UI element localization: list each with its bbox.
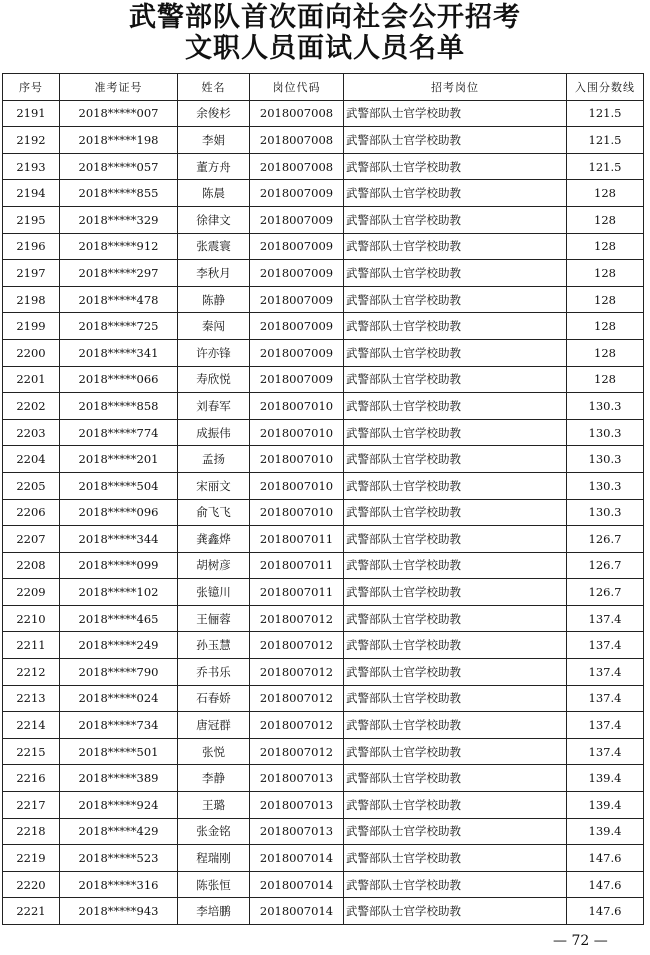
- cell-post-code: 2018007008: [250, 153, 344, 180]
- cell-name: 李静: [178, 765, 250, 792]
- cell-post: 武警部队士官学校助教: [344, 685, 567, 712]
- cell-post: 武警部队士官学校助教: [344, 738, 567, 765]
- cell-post: 武警部队士官学校助教: [344, 366, 567, 393]
- table-row: [3, 313, 644, 340]
- table-row: [3, 100, 644, 127]
- cell-name: 董方舟: [178, 153, 250, 180]
- table-row: [3, 206, 644, 233]
- cell-cutoff-score: 137.4: [567, 659, 644, 686]
- cell-cutoff-score: 130.3: [567, 472, 644, 499]
- cell-cutoff-score: 139.4: [567, 792, 644, 819]
- cell-post-code: 2018007013: [250, 765, 344, 792]
- cell-serial: 2210: [3, 605, 60, 632]
- table-row: [3, 526, 644, 553]
- cell-cutoff-score: 128: [567, 286, 644, 313]
- cell-post-code: 2018007013: [250, 818, 344, 845]
- cell-name: 李娟: [178, 127, 250, 154]
- header-post: 招考岗位: [344, 74, 567, 101]
- cell-post: 武警部队士官学校助教: [344, 499, 567, 526]
- cell-ticket-number: 2018*****943: [60, 898, 178, 925]
- cell-serial: 2199: [3, 313, 60, 340]
- cell-name: 胡树彦: [178, 552, 250, 579]
- cell-serial: 2203: [3, 419, 60, 446]
- cell-cutoff-score: 147.6: [567, 845, 644, 872]
- cell-cutoff-score: 147.6: [567, 871, 644, 898]
- cell-ticket-number: 2018*****198: [60, 127, 178, 154]
- cell-post: 武警部队士官学校助教: [344, 206, 567, 233]
- cell-ticket-number: 2018*****389: [60, 765, 178, 792]
- header-cutoff-score: 入围分数线: [567, 74, 644, 101]
- cell-name: 孟扬: [178, 446, 250, 473]
- cell-post: 武警部队士官学校助教: [344, 127, 567, 154]
- cell-post: 武警部队士官学校助教: [344, 712, 567, 739]
- cell-ticket-number: 2018*****096: [60, 499, 178, 526]
- cell-cutoff-score: 128: [567, 233, 644, 260]
- cell-post-code: 2018007009: [250, 339, 344, 366]
- table-header-row: [3, 74, 644, 101]
- cell-cutoff-score: 137.4: [567, 712, 644, 739]
- cell-ticket-number: 2018*****297: [60, 260, 178, 287]
- cell-post: 武警部队士官学校助教: [344, 552, 567, 579]
- cell-name: 程瑞刚: [178, 845, 250, 872]
- cell-post: 武警部队士官学校助教: [344, 233, 567, 260]
- cell-cutoff-score: 121.5: [567, 100, 644, 127]
- cell-post: 武警部队士官学校助教: [344, 579, 567, 606]
- cell-ticket-number: 2018*****344: [60, 526, 178, 553]
- cell-post: 武警部队士官学校助教: [344, 180, 567, 207]
- cell-post-code: 2018007009: [250, 233, 344, 260]
- header-post-code: 岗位代码: [250, 74, 344, 101]
- cell-post-code: 2018007010: [250, 393, 344, 420]
- cell-post-code: 2018007014: [250, 898, 344, 925]
- cell-serial: 2202: [3, 393, 60, 420]
- cell-serial: 2195: [3, 206, 60, 233]
- table-row: [3, 499, 644, 526]
- page-number: — 72 —: [553, 933, 608, 949]
- cell-name: 俞飞飞: [178, 499, 250, 526]
- cell-serial: 2201: [3, 366, 60, 393]
- cell-ticket-number: 2018*****316: [60, 871, 178, 898]
- cell-ticket-number: 2018*****734: [60, 712, 178, 739]
- cell-cutoff-score: 128: [567, 206, 644, 233]
- cell-ticket-number: 2018*****057: [60, 153, 178, 180]
- cell-post-code: 2018007014: [250, 845, 344, 872]
- table-row: [3, 552, 644, 579]
- table-row: [3, 472, 644, 499]
- cell-post: 武警部队士官学校助教: [344, 446, 567, 473]
- table-row: [3, 871, 644, 898]
- cell-name: 成振伟: [178, 419, 250, 446]
- cell-name: 李秋月: [178, 260, 250, 287]
- cell-serial: 2207: [3, 526, 60, 553]
- cell-post-code: 2018007008: [250, 127, 344, 154]
- cell-name: 唐冠群: [178, 712, 250, 739]
- cell-post: 武警部队士官学校助教: [344, 286, 567, 313]
- cell-ticket-number: 2018*****858: [60, 393, 178, 420]
- cell-name: 秦闯: [178, 313, 250, 340]
- cell-cutoff-score: 147.6: [567, 898, 644, 925]
- cell-post-code: 2018007009: [250, 260, 344, 287]
- cell-name: 石春娇: [178, 685, 250, 712]
- cell-post-code: 2018007011: [250, 552, 344, 579]
- cell-serial: 2205: [3, 472, 60, 499]
- table-row: [3, 339, 644, 366]
- table-row: [3, 818, 644, 845]
- cell-serial: 2218: [3, 818, 60, 845]
- cell-post-code: 2018007014: [250, 871, 344, 898]
- cell-serial: 2214: [3, 712, 60, 739]
- cell-post: 武警部队士官学校助教: [344, 313, 567, 340]
- cell-ticket-number: 2018*****924: [60, 792, 178, 819]
- cell-post-code: 2018007009: [250, 286, 344, 313]
- header-ticket-number: 准考证号: [60, 74, 178, 101]
- cell-serial: 2194: [3, 180, 60, 207]
- cell-cutoff-score: 130.3: [567, 499, 644, 526]
- cell-name: 张震寰: [178, 233, 250, 260]
- cell-ticket-number: 2018*****249: [60, 632, 178, 659]
- table-row: [3, 659, 644, 686]
- cell-post: 武警部队士官学校助教: [344, 659, 567, 686]
- table-row: [3, 898, 644, 925]
- interview-list-table: [2, 73, 644, 925]
- cell-serial: 2221: [3, 898, 60, 925]
- cell-ticket-number: 2018*****329: [60, 206, 178, 233]
- cell-post-code: 2018007012: [250, 605, 344, 632]
- cell-ticket-number: 2018*****523: [60, 845, 178, 872]
- cell-serial: 2211: [3, 632, 60, 659]
- cell-serial: 2191: [3, 100, 60, 127]
- table-row: [3, 685, 644, 712]
- table-row: [3, 446, 644, 473]
- cell-name: 余俊杉: [178, 100, 250, 127]
- cell-serial: 2196: [3, 233, 60, 260]
- cell-cutoff-score: 126.7: [567, 526, 644, 553]
- cell-ticket-number: 2018*****007: [60, 100, 178, 127]
- cell-cutoff-score: 128: [567, 180, 644, 207]
- table-row: [3, 792, 644, 819]
- cell-name: 刘春军: [178, 393, 250, 420]
- cell-post: 武警部队士官学校助教: [344, 339, 567, 366]
- table-row: [3, 286, 644, 313]
- table-row: [3, 712, 644, 739]
- cell-serial: 2200: [3, 339, 60, 366]
- header-name: 姓名: [178, 74, 250, 101]
- cell-serial: 2216: [3, 765, 60, 792]
- cell-post: 武警部队士官学校助教: [344, 818, 567, 845]
- cell-post-code: 2018007009: [250, 366, 344, 393]
- cell-cutoff-score: 128: [567, 339, 644, 366]
- cell-ticket-number: 2018*****099: [60, 552, 178, 579]
- cell-post-code: 2018007010: [250, 419, 344, 446]
- cell-ticket-number: 2018*****429: [60, 818, 178, 845]
- cell-ticket-number: 2018*****912: [60, 233, 178, 260]
- cell-cutoff-score: 137.4: [567, 605, 644, 632]
- cell-post-code: 2018007012: [250, 685, 344, 712]
- cell-post-code: 2018007012: [250, 632, 344, 659]
- table-row: [3, 233, 644, 260]
- cell-ticket-number: 2018*****790: [60, 659, 178, 686]
- cell-post-code: 2018007012: [250, 659, 344, 686]
- cell-post-code: 2018007010: [250, 472, 344, 499]
- cell-ticket-number: 2018*****341: [60, 339, 178, 366]
- table-row: [3, 393, 644, 420]
- cell-name: 李培鹏: [178, 898, 250, 925]
- cell-serial: 2192: [3, 127, 60, 154]
- cell-name: 陈静: [178, 286, 250, 313]
- cell-post-code: 2018007008: [250, 100, 344, 127]
- cell-post: 武警部队士官学校助教: [344, 526, 567, 553]
- cell-cutoff-score: 121.5: [567, 153, 644, 180]
- cell-post: 武警部队士官学校助教: [344, 632, 567, 659]
- document-title-line-1: 武警部队首次面向社会公开招考: [129, 2, 521, 33]
- table-row: [3, 632, 644, 659]
- cell-name: 张镱川: [178, 579, 250, 606]
- cell-post-code: 2018007011: [250, 526, 344, 553]
- cell-ticket-number: 2018*****478: [60, 286, 178, 313]
- table-row: [3, 579, 644, 606]
- cell-post: 武警部队士官学校助教: [344, 100, 567, 127]
- cell-post: 武警部队士官学校助教: [344, 419, 567, 446]
- cell-post: 武警部队士官学校助教: [344, 792, 567, 819]
- document-title-line-2: 文职人员面试人员名单: [185, 33, 465, 64]
- cell-post: 武警部队士官学校助教: [344, 260, 567, 287]
- cell-serial: 2219: [3, 845, 60, 872]
- cell-name: 龚鑫烨: [178, 526, 250, 553]
- cell-name: 宋丽文: [178, 472, 250, 499]
- cell-serial: 2204: [3, 446, 60, 473]
- table-row: [3, 605, 644, 632]
- cell-ticket-number: 2018*****066: [60, 366, 178, 393]
- cell-serial: 2220: [3, 871, 60, 898]
- cell-cutoff-score: 128: [567, 366, 644, 393]
- cell-cutoff-score: 130.3: [567, 393, 644, 420]
- cell-cutoff-score: 128: [567, 260, 644, 287]
- cell-cutoff-score: 121.5: [567, 127, 644, 154]
- cell-post: 武警部队士官学校助教: [344, 153, 567, 180]
- cell-post: 武警部队士官学校助教: [344, 605, 567, 632]
- cell-cutoff-score: 137.4: [567, 632, 644, 659]
- table-row: [3, 765, 644, 792]
- table-row: [3, 419, 644, 446]
- cell-serial: 2193: [3, 153, 60, 180]
- cell-post: 武警部队士官学校助教: [344, 472, 567, 499]
- cell-serial: 2213: [3, 685, 60, 712]
- header-serial: 序号: [3, 74, 60, 101]
- cell-post-code: 2018007010: [250, 499, 344, 526]
- cell-name: 乔书乐: [178, 659, 250, 686]
- table-row: [3, 260, 644, 287]
- cell-post: 武警部队士官学校助教: [344, 871, 567, 898]
- cell-serial: 2212: [3, 659, 60, 686]
- cell-serial: 2206: [3, 499, 60, 526]
- cell-serial: 2215: [3, 738, 60, 765]
- cell-ticket-number: 2018*****465: [60, 605, 178, 632]
- cell-post: 武警部队士官学校助教: [344, 898, 567, 925]
- cell-post-code: 2018007009: [250, 313, 344, 340]
- table-row: [3, 738, 644, 765]
- cell-name: 孙玉慧: [178, 632, 250, 659]
- cell-post-code: 2018007009: [250, 180, 344, 207]
- cell-serial: 2208: [3, 552, 60, 579]
- cell-serial: 2197: [3, 260, 60, 287]
- cell-cutoff-score: 137.4: [567, 685, 644, 712]
- cell-name: 张悦: [178, 738, 250, 765]
- table-body: [3, 100, 644, 924]
- table-row: [3, 153, 644, 180]
- cell-post: 武警部队士官学校助教: [344, 393, 567, 420]
- cell-name: 许亦锋: [178, 339, 250, 366]
- cell-ticket-number: 2018*****855: [60, 180, 178, 207]
- cell-name: 张金铭: [178, 818, 250, 845]
- cell-post-code: 2018007012: [250, 712, 344, 739]
- cell-serial: 2217: [3, 792, 60, 819]
- cell-post-code: 2018007010: [250, 446, 344, 473]
- cell-ticket-number: 2018*****201: [60, 446, 178, 473]
- cell-name: 徐律文: [178, 206, 250, 233]
- table-row: [3, 127, 644, 154]
- cell-cutoff-score: 126.7: [567, 579, 644, 606]
- cell-cutoff-score: 139.4: [567, 818, 644, 845]
- cell-name: 寿欣悦: [178, 366, 250, 393]
- cell-post-code: 2018007013: [250, 792, 344, 819]
- cell-name: 陈晨: [178, 180, 250, 207]
- table-row: [3, 180, 644, 207]
- cell-post-code: 2018007011: [250, 579, 344, 606]
- cell-post: 武警部队士官学校助教: [344, 765, 567, 792]
- cell-post-code: 2018007012: [250, 738, 344, 765]
- cell-serial: 2198: [3, 286, 60, 313]
- cell-ticket-number: 2018*****501: [60, 738, 178, 765]
- cell-name: 王俪蓉: [178, 605, 250, 632]
- cell-name: 陈张恒: [178, 871, 250, 898]
- cell-post: 武警部队士官学校助教: [344, 845, 567, 872]
- cell-cutoff-score: 130.3: [567, 446, 644, 473]
- cell-post-code: 2018007009: [250, 206, 344, 233]
- cell-cutoff-score: 137.4: [567, 738, 644, 765]
- table-row: [3, 845, 644, 872]
- cell-ticket-number: 2018*****774: [60, 419, 178, 446]
- cell-cutoff-score: 130.3: [567, 419, 644, 446]
- cell-serial: 2209: [3, 579, 60, 606]
- cell-name: 王璐: [178, 792, 250, 819]
- cell-ticket-number: 2018*****504: [60, 472, 178, 499]
- cell-ticket-number: 2018*****024: [60, 685, 178, 712]
- table-row: [3, 366, 644, 393]
- cell-ticket-number: 2018*****725: [60, 313, 178, 340]
- cell-ticket-number: 2018*****102: [60, 579, 178, 606]
- cell-cutoff-score: 128: [567, 313, 644, 340]
- cell-cutoff-score: 139.4: [567, 765, 644, 792]
- cell-cutoff-score: 126.7: [567, 552, 644, 579]
